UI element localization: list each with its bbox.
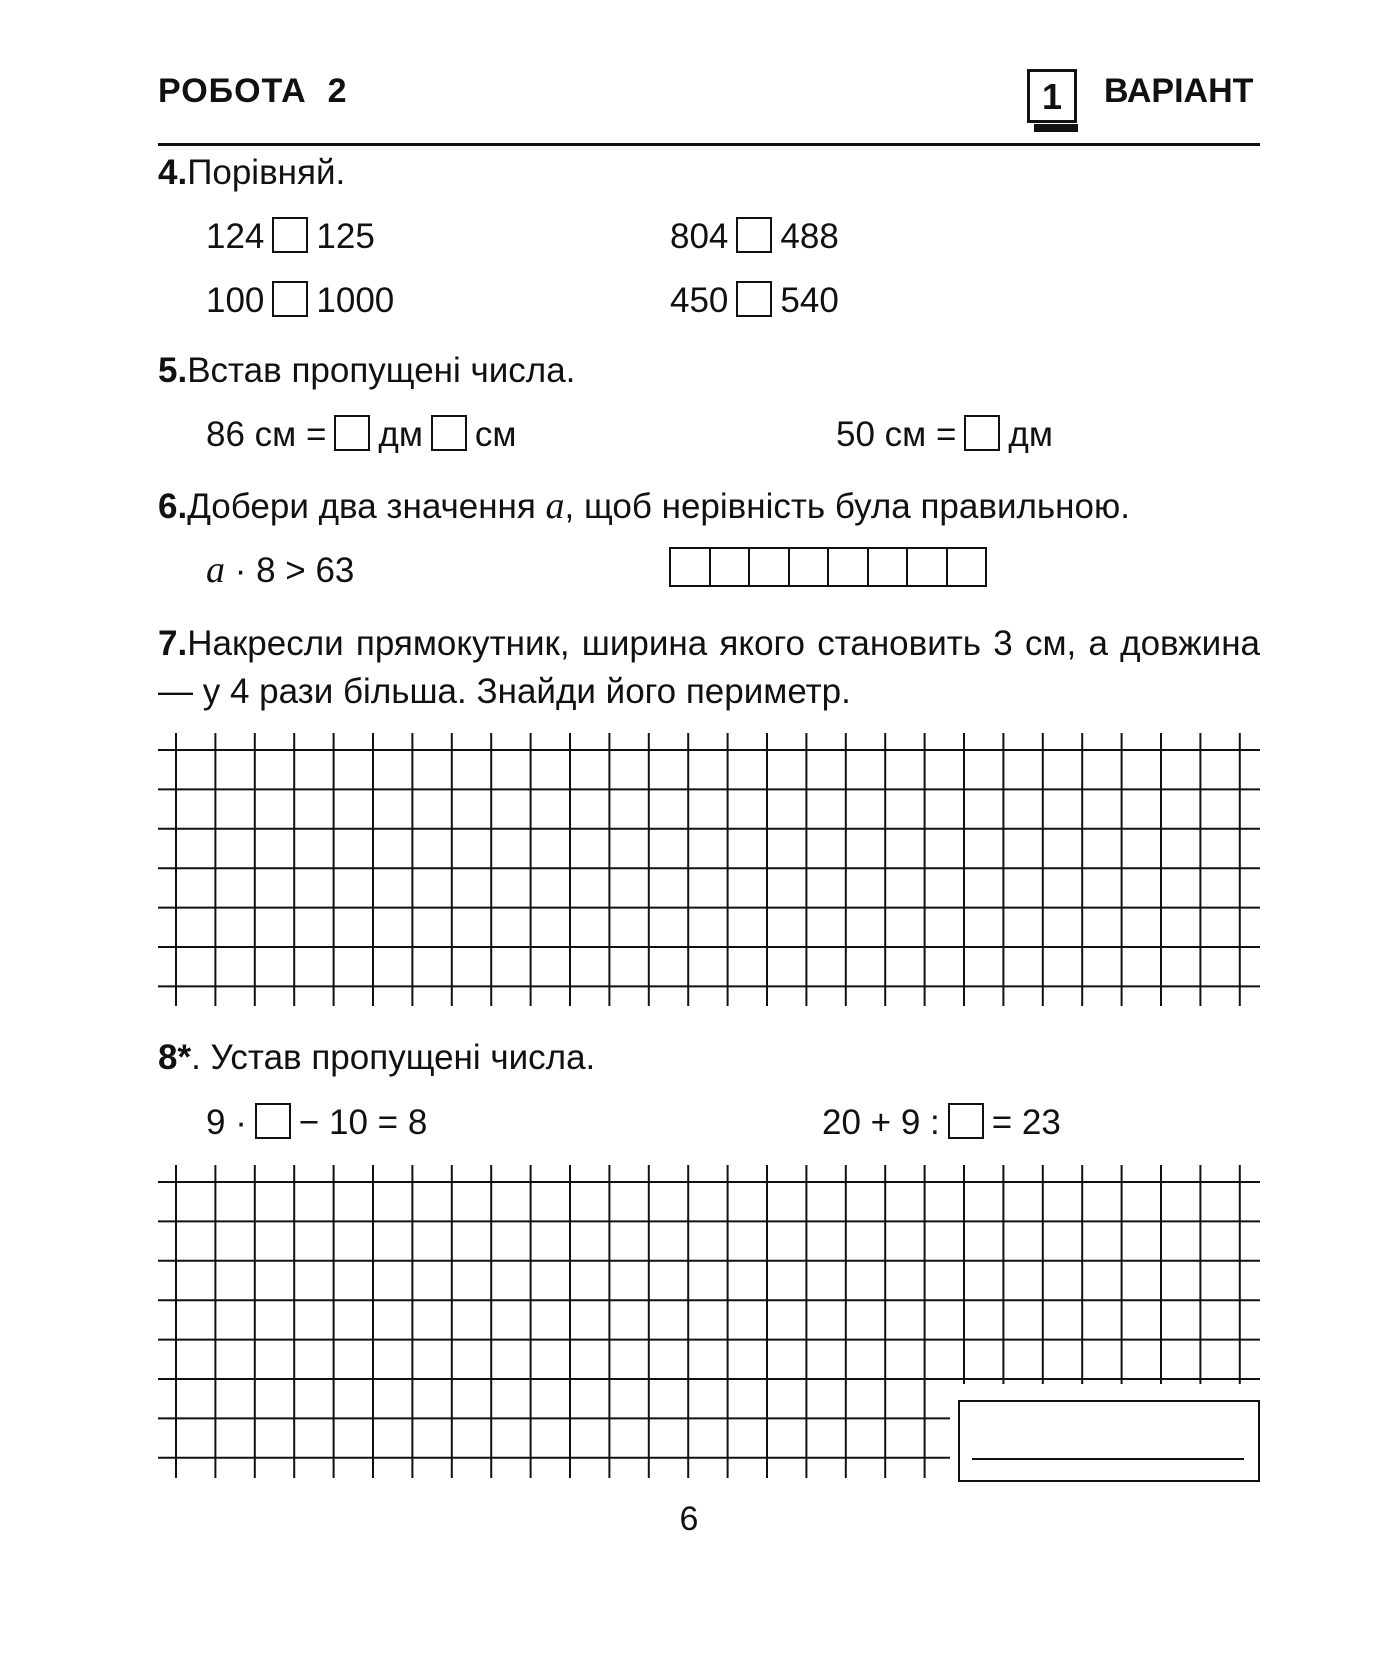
compare-right: 1000 xyxy=(316,281,395,320)
answer-box[interactable] xyxy=(255,1103,291,1139)
task6-title-end: , щоб нерівність була правильною. xyxy=(564,487,1130,526)
task6-title-start: Добери два значення xyxy=(187,487,546,526)
inequality-rest: · 8 > 63 xyxy=(225,551,355,590)
unit-label: дм xyxy=(378,415,423,454)
variant-label: ВАРІАНТ xyxy=(1104,72,1254,110)
compare-left: 100 xyxy=(206,281,265,320)
task8-title: . Устав пропущені числа. xyxy=(191,1038,596,1077)
task8-heading xyxy=(158,1040,595,1075)
task8-number: 8* xyxy=(158,1038,192,1077)
equation-end: = 23 xyxy=(991,1103,1061,1142)
equation-start: 50 см = xyxy=(836,415,957,454)
equation-end: − 10 = 8 xyxy=(298,1103,428,1142)
task7-text: Накресли прямокутник, ширина якого становить 3 см, а довжина — у 4 рази більша. Знайди його периметр. xyxy=(158,624,1260,711)
compare-left: 804 xyxy=(670,217,729,256)
unit-label: дм xyxy=(1008,415,1053,454)
answer-box[interactable] xyxy=(948,1103,984,1139)
task5-title: Встав пропущені числа. xyxy=(187,351,576,390)
task5-number: 5. xyxy=(158,351,188,390)
unit-label: см xyxy=(474,415,517,454)
task7-number: 7. xyxy=(158,624,188,663)
task6-number: 6. xyxy=(158,487,188,526)
equation-start: 9 · xyxy=(206,1103,247,1142)
score-box[interactable] xyxy=(958,1400,1260,1482)
compare-right: 125 xyxy=(316,217,375,256)
variable-a: a xyxy=(206,549,225,591)
score-line xyxy=(972,1458,1244,1460)
compare-right: 540 xyxy=(780,281,839,320)
task4-number: 4. xyxy=(158,153,188,192)
variant-number: 1 xyxy=(1027,69,1077,123)
page-number: 6 xyxy=(679,1500,699,1538)
task4-title: Порівняй. xyxy=(187,153,346,192)
equation-start: 20 + 9 : xyxy=(822,1103,940,1142)
compare-left: 450 xyxy=(670,281,729,320)
task8-equation-2 xyxy=(822,1103,1061,1140)
work-title: РОБОТА 2 xyxy=(158,72,348,110)
task8-equation-1 xyxy=(206,1103,427,1140)
compare-left: 124 xyxy=(206,217,265,256)
compare-right: 488 xyxy=(780,217,839,256)
equation-start: 86 см = xyxy=(206,415,327,454)
variable-a: a xyxy=(545,485,565,527)
